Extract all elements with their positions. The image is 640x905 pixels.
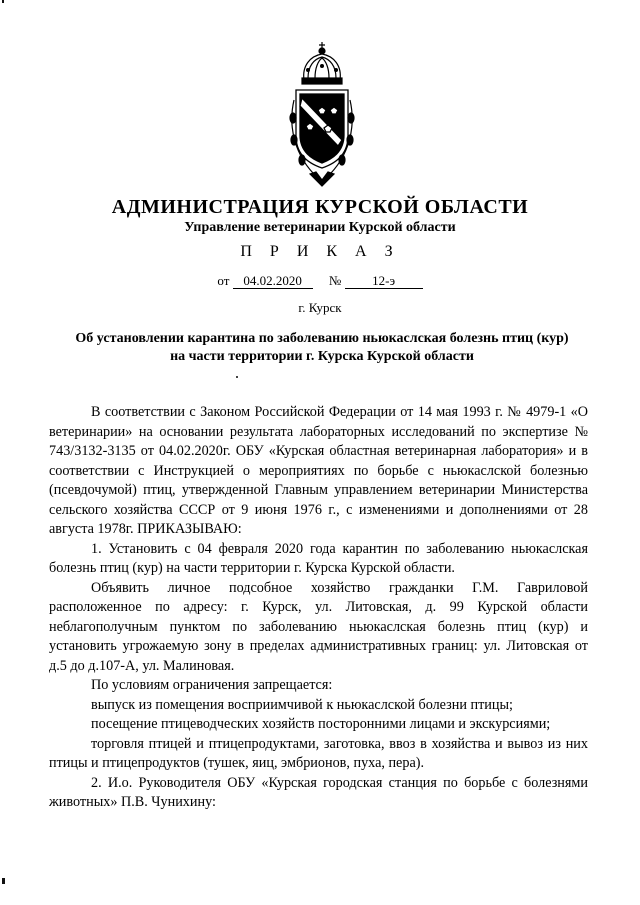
organization-name: АДМИНИСТРАЦИЯ КУРСКОЙ ОБЛАСТИ: [111, 196, 529, 218]
document-title: [40, 330, 604, 366]
paragraph-item-2: 2. И.о. Руководителя ОБУ «Курская городская станция по борьбе с болезнями животных» П.В. Чунихину:: [49, 774, 588, 810]
title-line-2: на части территории г. Курска Курской области: [170, 349, 474, 364]
date-number-line: [0, 273, 640, 289]
paragraph-declare-focus: Объявить личное подсобное хозяйство гражданки Г.М. Гавриловой расположенное по адресу: г. Курск, ул. Литовская, д. 99 Курской области неблагополучным пунктом по заболеванию ньюкаслская болезнь птиц (кур) и установить угрожаемую зону в пределах административных границ: ул. Литовская от д.5 до д.107-А, ул. Малиновая.: [49, 579, 588, 674]
department-name: Управление ветеринарии Курской области: [184, 220, 456, 235]
number-prefix: №: [328, 273, 342, 288]
paragraph-item-1: 1. Установить с 04 февраля 2020 года карантин по заболеванию ньюкаслская болезнь птиц (кур) на части территории г. Курска Курской области.: [49, 540, 588, 576]
paragraph-preamble: В соответствии с Законом Российской Федерации от 14 мая 1993 г. № 4979-1 «О ветеринарии» на основании результата лабораторных исследований по экспертизе № 743/3132-3135 от 04.02.2020г. ОБУ «Курская областная ветеринарная лаборатория» и в соответствии с Инструкцией о мероприятиях по борьбе с ньюкаслской болезнью (псевдочумой) птиц, утвержденной Главным управлением ветеринарии Министерства сельского хозяйства СССР от 9 июня 1976 г., с изменениями и дополнениями от 28 августа 1978г. ПРИКАЗЫВАЮ:: [49, 404, 588, 537]
paragraph-restrictions-intro: По условиям ограничения запрещается:: [91, 677, 333, 693]
title-line-1: Об установлении карантина по заболеванию ньюкаслская болезнь птиц (кур): [75, 331, 569, 346]
paragraph-restriction-1: выпуск из помещения восприимчивой к ньюкаслской болезни птицы;: [91, 696, 513, 713]
document-type: П Р И К А З: [240, 243, 400, 260]
paragraph-restriction-3: торговля птицей и птицепродуктами, заготовка, ввоз в хозяйства и вывоз из них птицы и птицепродуктов (тушек, яиц, эмбрионов, пуха, пера).: [49, 735, 588, 771]
document-body: [49, 403, 588, 813]
date-prefix: от: [217, 273, 230, 288]
stray-mark: [236, 376, 238, 378]
document-date: 04.02.2020: [233, 274, 313, 289]
paragraph-restriction-2: посещение птицеводческих хозяйств посторонними лицами и экскурсиями;: [91, 716, 551, 732]
document-number: 12-э: [345, 274, 423, 289]
kursk-coat-of-arms-icon: [288, 40, 356, 190]
scan-edge-mark-top: [2, 0, 4, 3]
city: г. Курск: [298, 300, 342, 315]
scan-edge-mark-bottom: [2, 878, 5, 884]
